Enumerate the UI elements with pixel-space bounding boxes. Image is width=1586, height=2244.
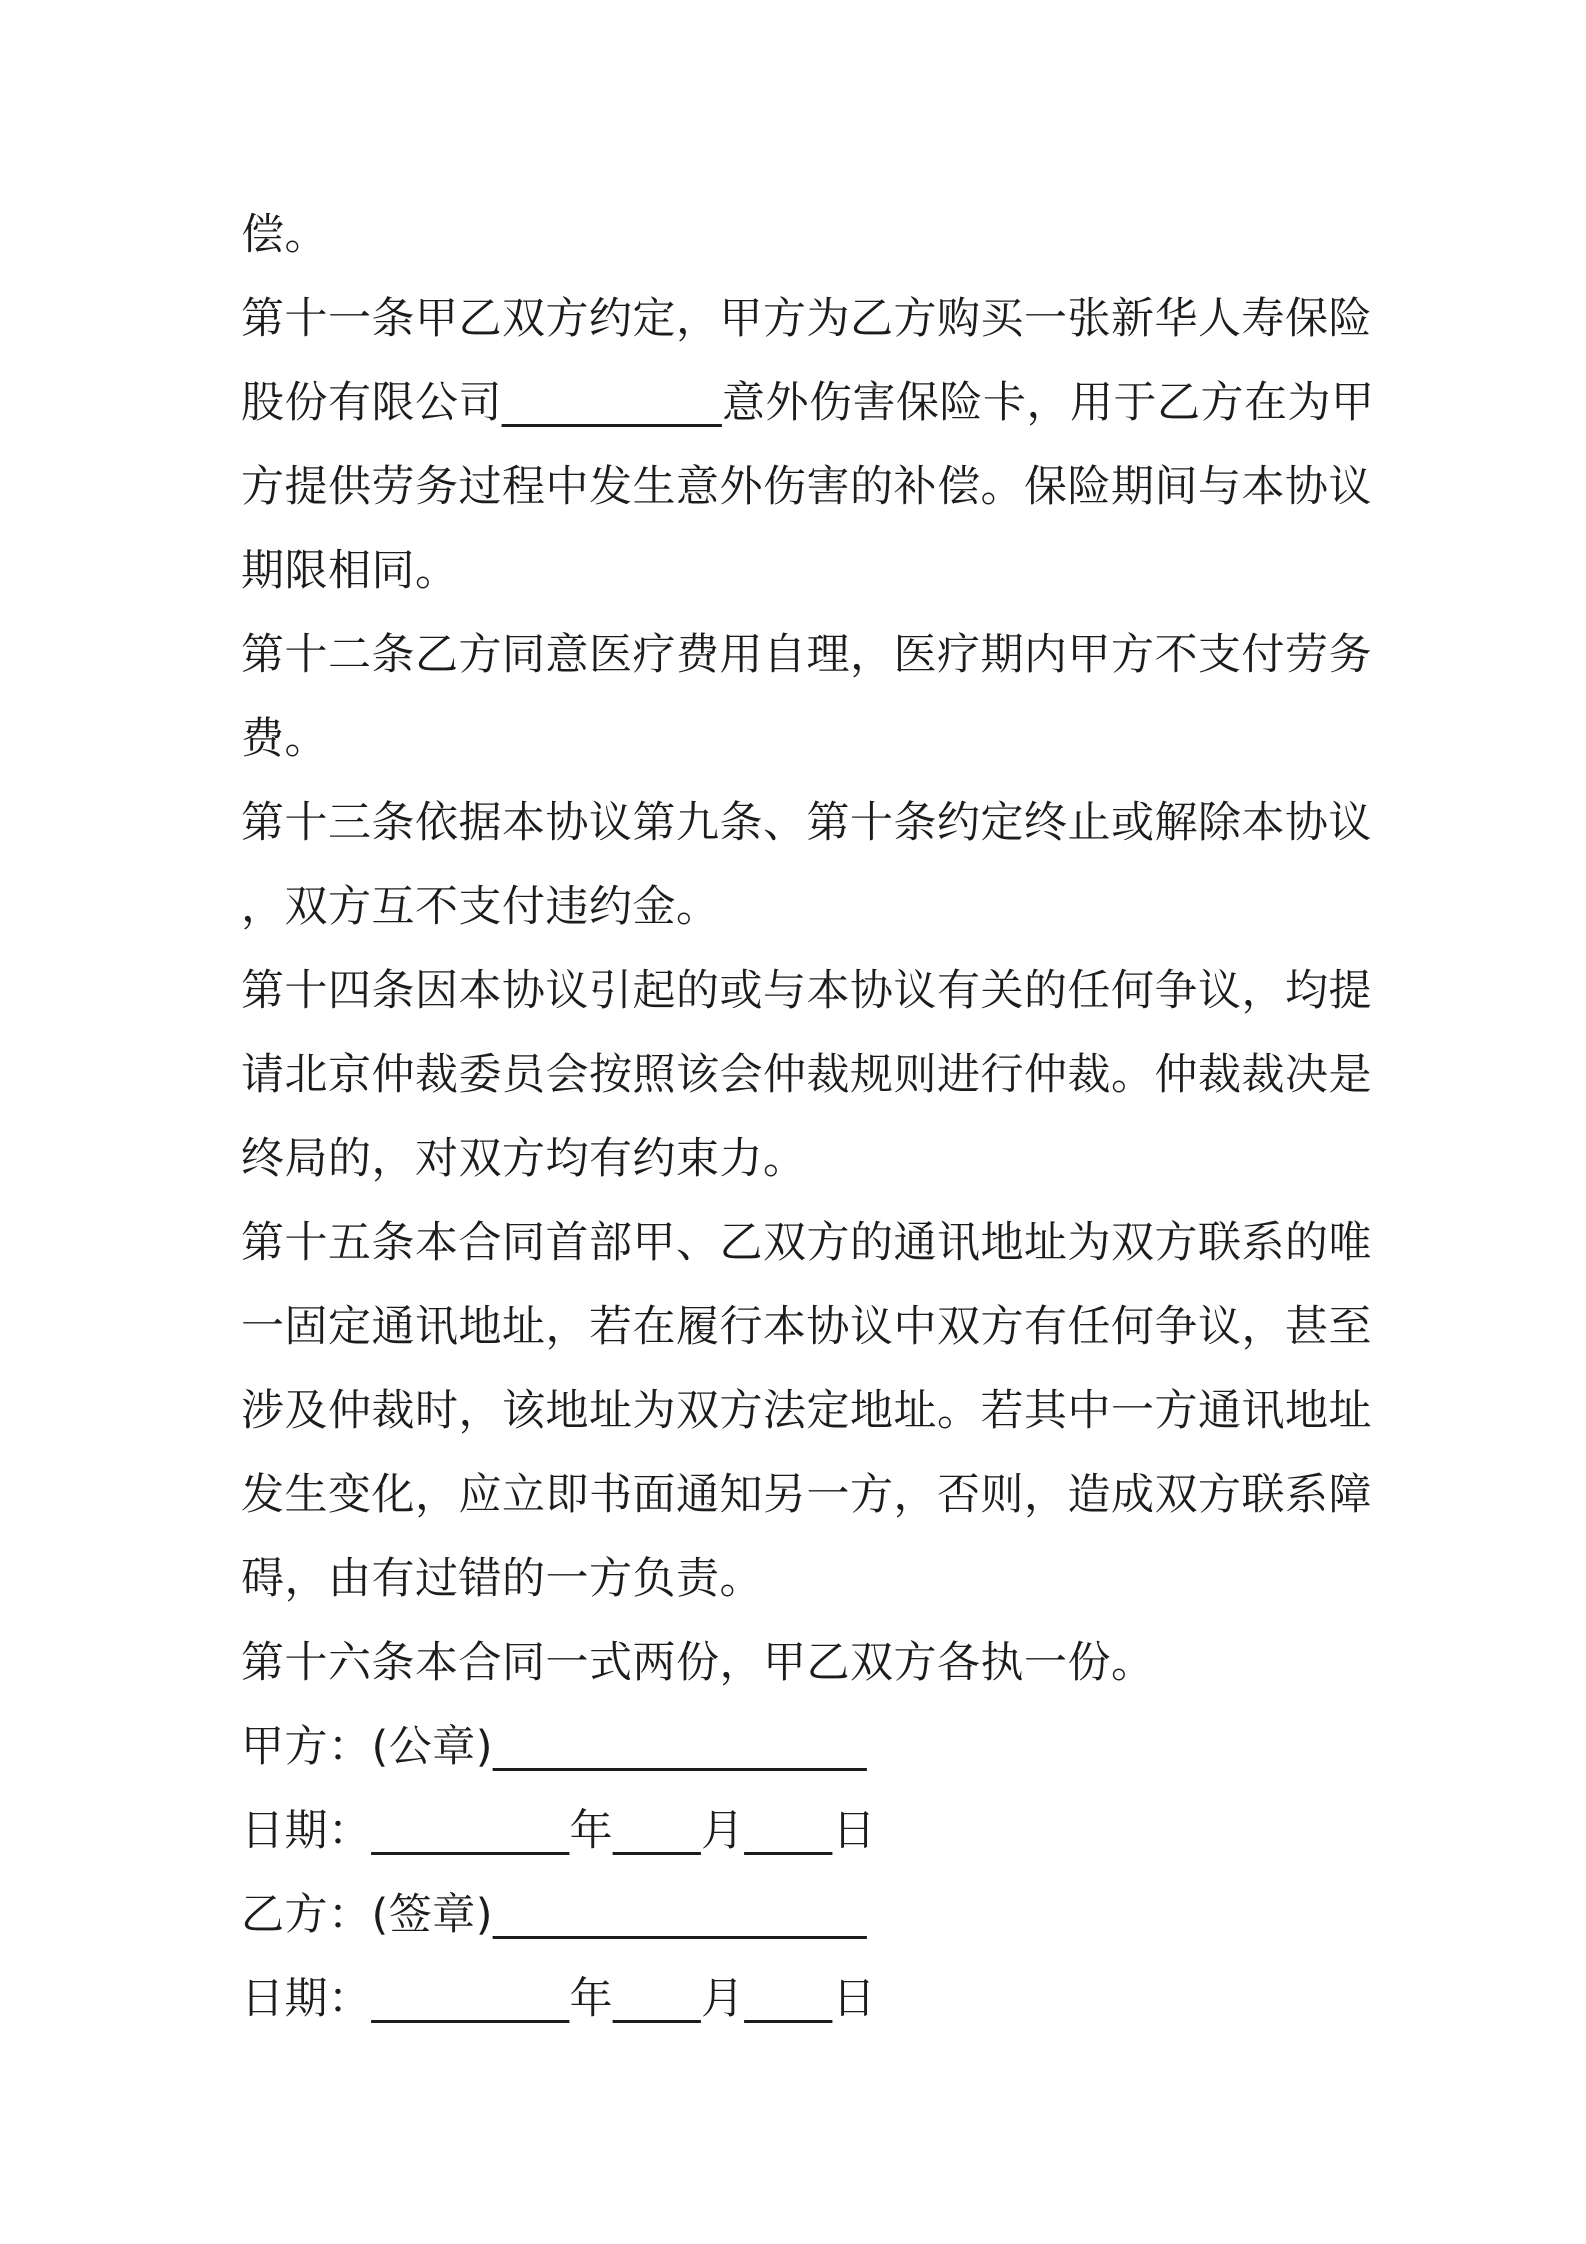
text-line: 费。 xyxy=(241,714,328,764)
text-line: 第十四条因本协议引起的或与本协议有关的任何争议，均提 xyxy=(241,966,1372,1016)
text-line: 终局的，对双方均有约束力。 xyxy=(241,1134,807,1184)
text-line: 第十三条依据本协议第九条、第十条约定终止或解除本协议 xyxy=(241,798,1372,848)
text-line: 碍，由有过错的一方负责。 xyxy=(241,1554,763,1604)
text-line: 第十一条甲乙双方约定，甲方为乙方购买一张新华人寿保险 xyxy=(241,294,1372,344)
text-line: 涉及仲裁时，该地址为双方法定地址。若其中一方通讯地址 xyxy=(241,1386,1372,1436)
text-line: 请北京仲裁委员会按照该会仲裁规则进行仲裁。仲裁裁决是 xyxy=(241,1050,1372,1100)
document-body xyxy=(241,193,1375,2041)
party-b-seal-line: 乙方：(签章)_________________ xyxy=(241,1890,868,1940)
text-line: ，双方互不支付违约金。 xyxy=(241,882,720,932)
party-b-date-line: 日期：_________年____月____日 xyxy=(241,1974,876,2024)
text-line: 偿。 xyxy=(241,210,328,260)
text-line: 发生变化，应立即书面通知另一方，否则，造成双方联系障 xyxy=(241,1470,1372,1520)
text-line: 第十二条乙方同意医疗费用自理，医疗期内甲方不支付劳务 xyxy=(241,630,1372,680)
text-line: 股份有限公司__________意外伤害保险卡，用于乙方在为甲 xyxy=(241,378,1375,428)
text-line: 第十六条本合同一式两份，甲乙双方各执一份。 xyxy=(241,1638,1155,1688)
text-line: 第十五条本合同首部甲、乙双方的通讯地址为双方联系的唯 xyxy=(241,1218,1372,1268)
text-line: 期限相同。 xyxy=(241,546,459,596)
party-a-date-line: 日期：_________年____月____日 xyxy=(241,1806,876,1856)
text-line: 方提供劳务过程中发生意外伤害的补偿。保险期间与本协议 xyxy=(241,462,1372,512)
text-line: 一固定通讯地址，若在履行本协议中双方有任何争议，甚至 xyxy=(241,1302,1372,1352)
party-a-seal-line: 甲方：(公章)_________________ xyxy=(241,1722,868,1772)
